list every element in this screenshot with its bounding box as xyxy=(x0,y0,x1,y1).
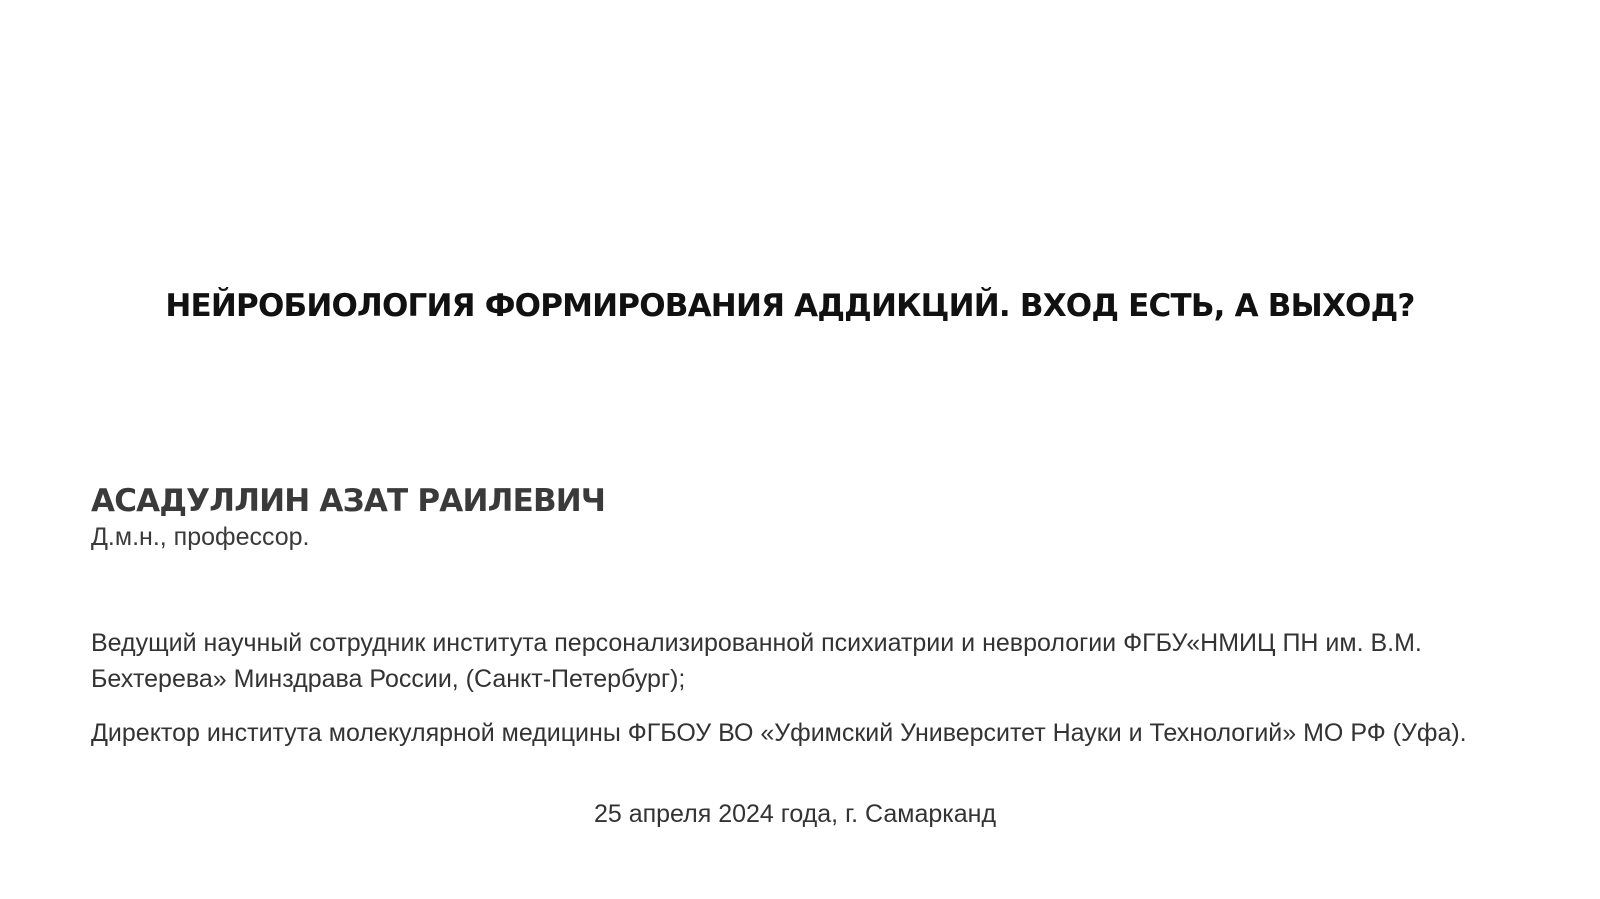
slide-title: НЕЙРОБИОЛОГИЯ ФОРМИРОВАНИЯ АДДИКЦИЙ. ВХОД ЕСТЬ, А ВЫХОД? xyxy=(165,288,1415,324)
author-degree: Д.м.н., профессор. xyxy=(91,523,310,551)
date-location: 25 апреля 2024 года, г. Самарканд xyxy=(593,800,997,828)
author-name: АСАДУЛЛИН АЗАТ РАИЛЕВИЧ xyxy=(91,483,606,519)
affiliation-secondary: Директор института молекулярной медицины ФГБОУ ВО «Уфимский Университет Науки и Технологий» МО РФ (Уфа). xyxy=(91,719,1467,747)
author-block xyxy=(91,482,1521,554)
affiliation-primary: Ведущий научный сотрудник института персонализированной психиатрии и неврологии ФГБУ«НМИЦ ПН им. В.М. Бехтерева» Минздрава России, (Санкт-Петербург); xyxy=(91,629,1422,693)
